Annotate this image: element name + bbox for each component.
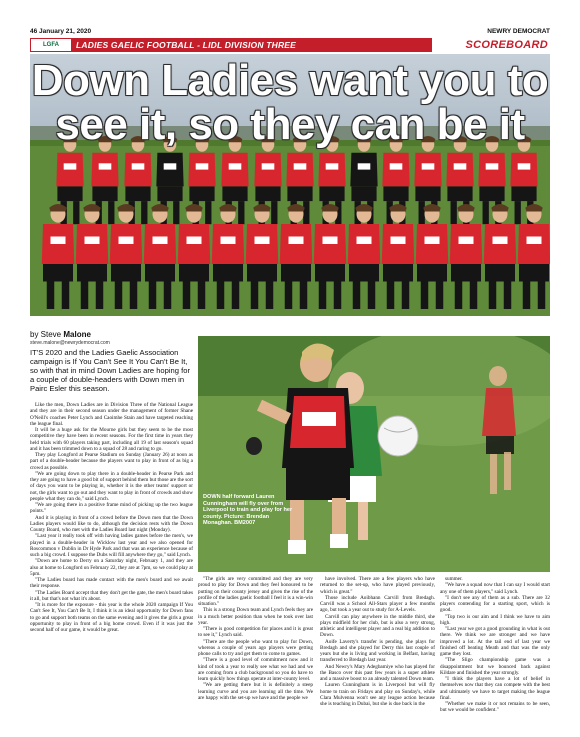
article-paragraph: This is a strong Down team and Lynch feels they are in a much better position than when he took over last year. [198, 607, 313, 626]
article-paragraph: Carvill can play anywhere in the middle third, she plays midfield for her club, but is also a very strong, athletic and intelligent player and a real big addition to Down. [320, 613, 435, 639]
byline-prefix: by Steve [30, 330, 62, 339]
article-column-3 [320, 576, 435, 707]
section-title: LADIES GAELIC FOOTBALL - LIDL DIVISION THREE [76, 40, 297, 50]
article-paragraph: summer. [445, 576, 463, 582]
article-paragraph: "Last year we got a good grounding in what is out there. We think we are stronger and we have improved a lot. At the tail end of last year we finished off beating Meath and that was the only game they lost. [440, 626, 550, 657]
article-intro: IT'S 2020 and the Ladies Gaelic Association campaign is If You Can't See It You Can't Be It, so with that in mind Down Ladies are hoping for a couple of double-headers with Down men in Pairc Esler this season. [30, 348, 190, 393]
article-paragraph: "Whether we make it or not remains to be seen, but we would be confident." [440, 701, 550, 714]
article-paragraph: Like the men, Down Ladies are in Division Three of the National League and they are in their second season under the management of former Shane O'Neill's coaches Peter Lynch and Caoimhe Stain and have targeted reaching the league final. [30, 402, 193, 427]
article-paragraph: "Last year it really took off with having ladies games before the men's, we played in a double-header in Wicklow last year and we also opened for Roscommon v Dublin in Dr Hyde Park and that was an experience because of such a big crowd. I suppose the Dubs will fill anywhere they go," said Lynch. [30, 533, 193, 558]
article-paragraph: "It is more for the exposure - this year is the whole 2020 campaign If You Can't See It, You Can't Be It, I think it is an ideal opportunity for Down fans to go and support both teams on the same evening and it gives the girls a great opportunity to play in front of a big home crowd. Even if it was just the second half of our game, it would be great. [30, 602, 193, 633]
article-paragraph: "The Sligo championship game was a disappointment but we bounced back against Kildare and finished the year strongly. [440, 657, 550, 676]
headline-line-2: see it, so they can be it [55, 100, 525, 149]
author-email[interactable]: steve.malone@newrydemocrat.com [30, 340, 110, 346]
article-paragraph: "We are going down to play there in a double-header in Pearse Park and they are going to have a good bit of support behind them but those are the sort of days you want to be playing in, whether it is the other teams' support or not, the girls want to go out and they want to play in front of crowds and show people what they can do," said Lynch. [30, 470, 193, 502]
team-photo [30, 54, 550, 316]
photo-caption: DOWN half forward Lauren Cunningham will fly over from Liverpool to train and play for her county. Picture: Brendan Monaghan. BM2007 [203, 494, 293, 527]
byline [30, 330, 91, 339]
article-paragraph: Lauren Cunningham is in Liverpool but will fly home to train on Fridays and play on Sunday's, while Clara Mulvenna won't see any league action because she is teaching in Dubai, but she is due back in the [320, 682, 435, 707]
article-paragraph: And Newry's Mary Adegbamiye who has played for the Basco over this past few years is a super athlete and a massive boost to an already talented Down team. [320, 663, 435, 682]
article-column-1 [30, 402, 193, 633]
article-paragraph: "I think the players have a lot of belief in themselves now that they can compete with the best and ultimately we have to target making the league final. [440, 676, 550, 701]
article-paragraph: "The Ladies board has made contact with the men's board and we await their response. [30, 577, 193, 590]
section-banner [30, 38, 550, 52]
article-paragraph: "Down are home to Derry on a Saturday night, February 1, and they are also at home to Longford on February 22, they are at 7pm, so we could play at 5pm. [30, 558, 193, 577]
article-paragraph: "The Ladies Board accept that they don't get the gate, the men's board takes it all, but that's not what it's about. [30, 589, 193, 602]
byline-author: Malone [63, 330, 91, 339]
article-paragraph: "Top two is our aim and I think we have to aim high. [440, 613, 550, 626]
article-paragraph: "We have a squad now that I can say I would start any one of them players," said Lynch. [440, 582, 550, 595]
action-photo-image [198, 336, 550, 572]
article-paragraph: It will be a huge ask for the Mourne girls but they seem to be the most competitive they have been in recent seasons. For the first time in years they held trials with 60 players taking part, including all 19 of last season's squad and it has been trimmed down to a squad of 28 and raring to go. [30, 427, 193, 452]
article-paragraph: They play Longford at Pearse Stadium on Sunday (January 26) at noon as part of a double-header because the players want to play in front of as big a crowd as possible. [30, 452, 193, 471]
article-column-4 [440, 576, 550, 714]
article-paragraph: have involved. There are a few players who have returned to the set-up, who have played previously, which is great." [320, 576, 435, 595]
action-photo [198, 336, 550, 572]
article-paragraph: "There is good competition for places and it is great to see it," Lynch said. [198, 626, 313, 639]
article-paragraph: And it is playing in front of a crowd before the Down men that the Down Ladies players would like to do, although the decision rests with the Down County Board, who met with the Ladies Board last night (Monday). [30, 514, 193, 533]
article-paragraph: Aoife Laverty's transfer is pending, she plays for Bredagh and she played for Derry this last couple of years but she is living and working in Belfast, having transferred to Bredagh last year. [320, 638, 435, 664]
article-paragraph: "I don't see any of them as a sub. There are 32 players contending for a starting sport, which is good. [440, 594, 550, 614]
article-paragraph: "The girls are very committed and they are very proud to play for Down and they feel honoured to be putting on their county jersey and given the rise of the profile of the ladies gaelic football I feel it is a win-win situation." [198, 576, 313, 607]
article-paragraph: "There are the people who want to play for Down, whereas a couple of years ago players were getting phone calls to try and get them to come to games. [198, 638, 313, 657]
scoreboard-label: SCOREBOARD [465, 39, 548, 51]
lgfa-logo: LGFA [31, 39, 71, 51]
article-paragraph: "We are getting there but it is definitely a steep learning curve and you are learning all the time. We are happy with the set-up we have and the people we [198, 682, 313, 701]
article-paragraph: "We are going there in a positive frame mind of picking up the two league points." [30, 502, 193, 515]
article-paragraph: Those include Aoibhann Carvill from Bredagh. Carvill was a School All-Stars player a few months ago, but took a year out to study for A-Levels. [320, 594, 435, 614]
headline-line-1: Down Ladies want you to [31, 56, 549, 105]
article-column-2 [198, 576, 313, 701]
article-paragraph: "There is a good level of commitment now and it kind of took a year to really see what we had and we are coming from a club background so you do have to learn quickly how things operate at inter-county level. [198, 657, 313, 682]
page-header-line [30, 27, 550, 37]
issue-date: 46 January 21, 2020 [30, 28, 92, 35]
scoreboard-badge [432, 38, 550, 52]
paper-name: NEWRY DEMOCRAT [487, 28, 550, 35]
